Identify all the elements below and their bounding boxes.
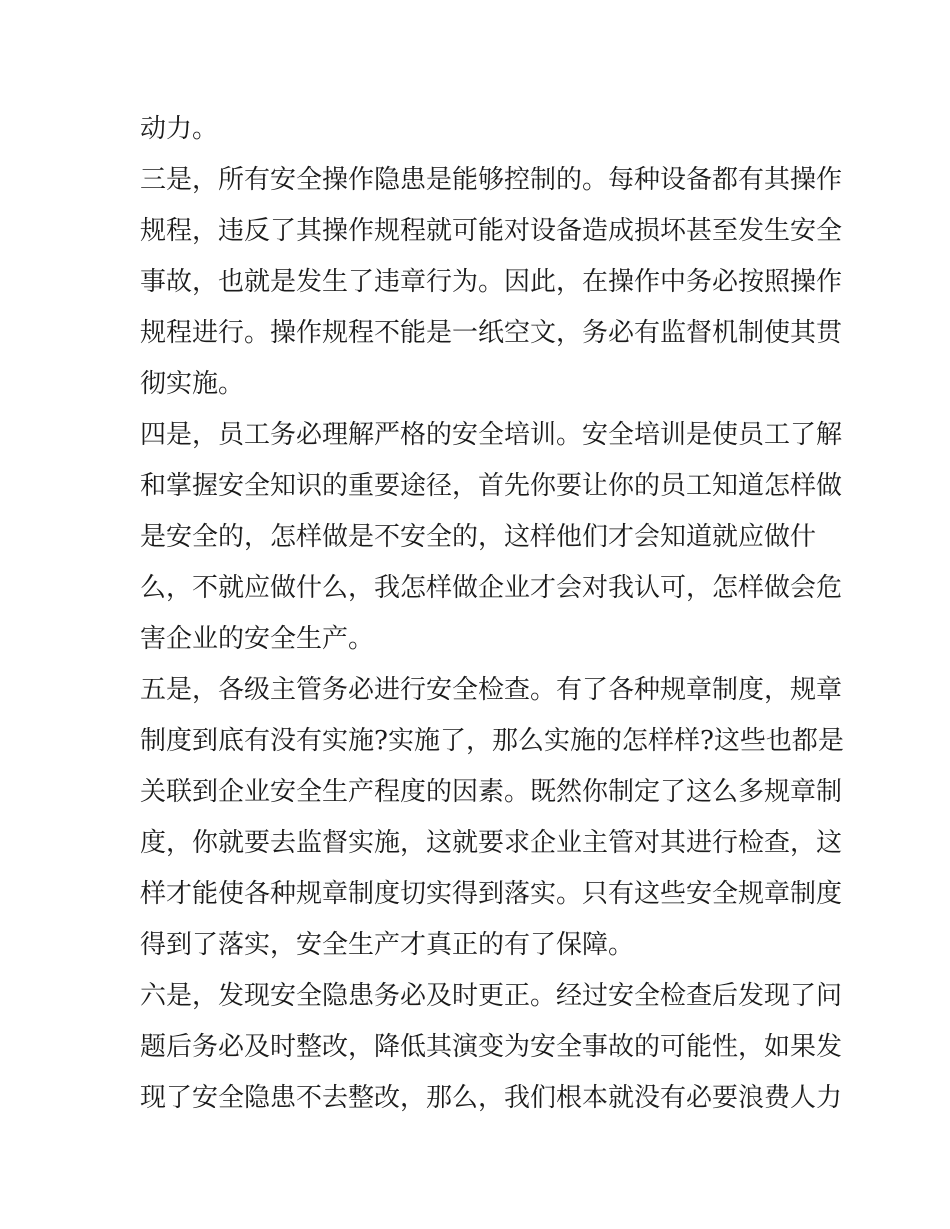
text-line: 是安全的，怎样做是不安全的，这样他们才会知道就应做什 [140,522,817,552]
text-line: 害企业的安全生产。 [140,624,375,654]
text-line: 题后务必及时整改，降低其演变为安全事故的可能性，如果发 [140,1032,843,1062]
text-line: 和掌握安全知识的重要途径，首先你要让你的员工知道怎样做 [140,471,843,501]
document-body [140,104,844,1124]
text-line: 六是，发现安全隐患务必及时更正。经过安全检查后发现了问 [140,981,843,1011]
text-line: 四是，员工务必理解严格的安全培训。安全培训是使员工了解 [140,420,843,450]
text-line: 五是，各级主管务必进行安全检查。有了各种规章制度，规章 [140,675,843,705]
text-line: 度，你就要去监督实施，这就要求企业主管对其进行检查，这 [140,828,843,858]
text-line: 制度到底有没有实施?实施了，那么实施的怎样样?这些也都是 [140,726,844,756]
text-line: 规程进行。操作规程不能是一纸空文，务必有监督机制使其贯 [140,318,843,348]
text-line: 关联到企业安全生产程度的因素。既然你制定了这么多规章制 [140,777,843,807]
text-line: 得到了落实，安全生产才真正的有了保障。 [140,930,635,960]
text-line: 事故，也就是发生了违章行为。因此，在操作中务必按照操作 [140,267,843,297]
text-line: 规程，违反了其操作规程就可能对设备造成损坏甚至发生安全 [140,216,843,246]
text-line: 么，不就应做什么，我怎样做企业才会对我认可，怎样做会危 [140,573,843,603]
text-line: 现了安全隐患不去整改，那么，我们根本就没有必要浪费人力 [140,1083,843,1113]
text-line: 动力。 [140,114,219,144]
text-line: 彻实施。 [140,369,245,399]
text-line: 样才能使各种规章制度切实得到落实。只有这些安全规章制度 [140,879,843,909]
text-line: 三是，所有安全操作隐患是能够控制的。每种设备都有其操作 [140,165,843,195]
